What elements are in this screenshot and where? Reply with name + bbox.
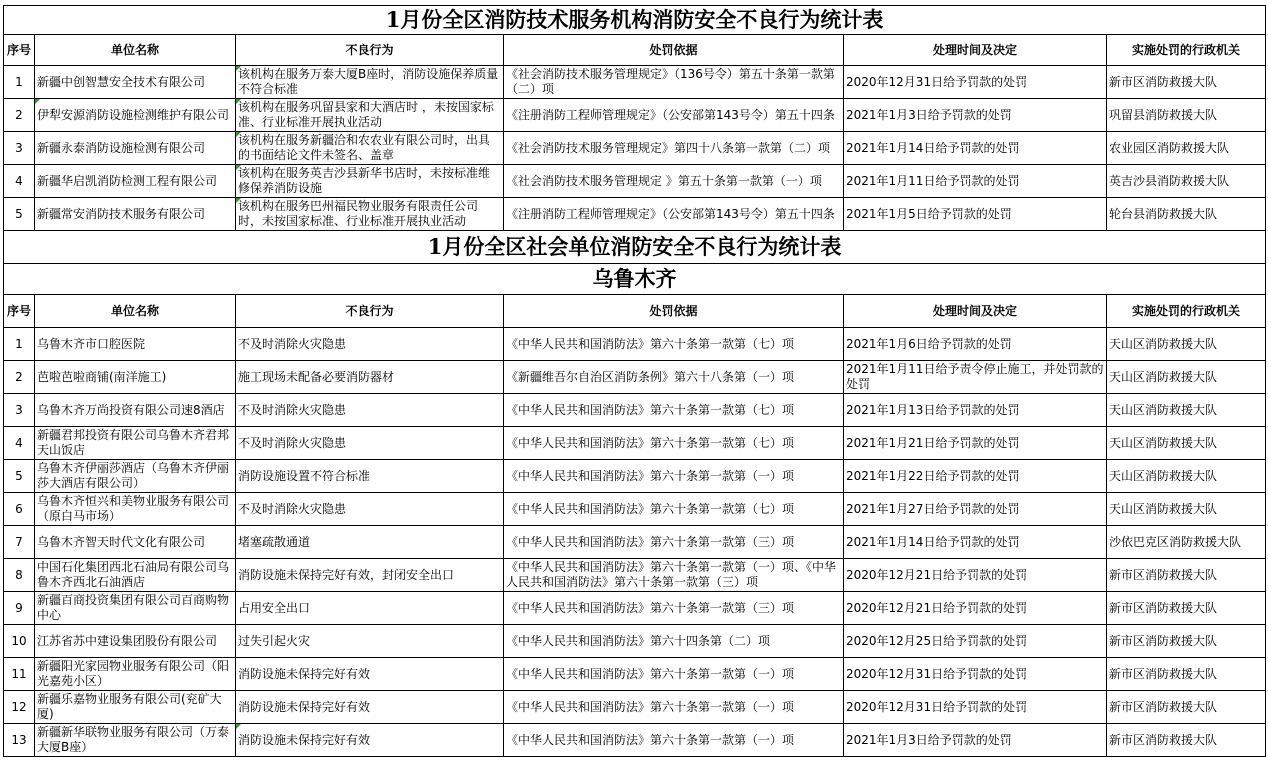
header-unit: 单位名称 (35, 295, 236, 328)
cell-agency: 轮台县消防救援大队 (1107, 198, 1266, 231)
cell-unit: 乌鲁木齐智天时代文化有限公司 (35, 526, 236, 559)
header-agency: 实施处罚的行政机关 (1107, 35, 1266, 66)
table-row (4, 658, 1266, 691)
cell-unit: 新疆君邦投资有限公司乌鲁木齐君邦天山饭店 (35, 427, 236, 460)
cell-decision: 2020年12月31日给予罚款的处罚 (844, 691, 1107, 724)
header-decision: 处理时间及决定 (844, 35, 1107, 66)
cell-seq: 3 (4, 132, 35, 165)
cell-decision: 2020年12月25日给予罚款的处罚 (844, 625, 1107, 658)
cell-agency: 天山区消防救援大队 (1107, 328, 1266, 361)
cell-seq: 13 (4, 724, 35, 757)
cell-unit: 乌鲁木齐恒兴和美物业服务有限公司（原白马市场） (35, 493, 236, 526)
table-row (4, 427, 1266, 460)
cell-behavior: 堵塞疏散通道 (236, 526, 504, 559)
cell-decision: 2020年12月21日给予罚款的处罚 (844, 592, 1107, 625)
cell-decision: 2020年12月31日给予罚款的处罚 (844, 658, 1107, 691)
cell-agency: 英吉沙县消防救援大队 (1107, 165, 1266, 198)
cell-unit: 伊犁安源消防设施检测维护有限公司 (35, 99, 236, 132)
cell-decision: 2021年1月27日给予罚款的处罚 (844, 493, 1107, 526)
cell-unit: 新疆百商投资集团有限公司百商购物中心 (35, 592, 236, 625)
cell-basis: 《中华人民共和国消防法》第六十条第一款第（七）项 (504, 493, 844, 526)
penalty-table (3, 5, 1266, 757)
table-row (4, 460, 1266, 493)
cell-decision: 2020年12月31日给予罚款的处罚 (844, 66, 1107, 99)
cell-seq: 1 (4, 66, 35, 99)
section2-title-row (4, 231, 1266, 264)
cell-decision: 2021年1月14日给予罚款的处罚 (844, 526, 1107, 559)
cell-basis: 《中华人民共和国消防法》第六十条第一款第（一）项、《中华人民共和国消防法》第六十条第一款第（三）项 (504, 559, 844, 592)
header-behavior: 不良行为 (236, 35, 504, 66)
cell-unit: 新疆阳光家园物业服务有限公司（阳光嘉苑小区） (35, 658, 236, 691)
cell-decision: 2021年1月5日给予罚款的处罚 (844, 198, 1107, 231)
cell-behavior: 消防设施未保持完好有效 (236, 724, 504, 757)
cell-decision: 2021年1月3日给予罚款的处罚 (844, 99, 1107, 132)
cell-seq: 5 (4, 460, 35, 493)
cell-agency: 新市区消防救援大队 (1107, 66, 1266, 99)
cell-seq: 1 (4, 328, 35, 361)
cell-agency: 巩留县消防救援大队 (1107, 99, 1266, 132)
cell-basis: 《中华人民共和国消防法》第六十四条第（二）项 (504, 625, 844, 658)
cell-agency: 新市区消防救援大队 (1107, 559, 1266, 592)
table-row (4, 394, 1266, 427)
cell-unit: 新疆华启凯消防检测工程有限公司 (35, 165, 236, 198)
cell-agency: 农业园区消防救援大队 (1107, 132, 1266, 165)
section2-title: 1月份全区社会单位消防安全不良行为统计表 (4, 231, 1266, 264)
cell-seq: 5 (4, 198, 35, 231)
cell-seq: 2 (4, 361, 35, 394)
cell-basis: 《中华人民共和国消防法》第六十条第一款第（一）项 (504, 724, 844, 757)
cell-decision: 2021年1月22日给予罚款的处罚 (844, 460, 1107, 493)
cell-basis: 《注册消防工程师管理规定》（公安部第143号令）第五十四条 (504, 198, 844, 231)
cell-behavior: 施工现场未配备必要消防器材 (236, 361, 504, 394)
table-row (4, 691, 1266, 724)
cell-decision: 2021年1月21日给予罚款的处罚 (844, 427, 1107, 460)
cell-behavior: 占用安全出口 (236, 592, 504, 625)
cell-agency: 天山区消防救援大队 (1107, 394, 1266, 427)
cell-behavior: 该机构在服务新疆洽和农农业有限公司时，出具的书面结论文件未签名、盖章 (236, 132, 504, 165)
cell-behavior: 该机构在服务万泰大厦B座时，消防设施保养质量不符合标准 (236, 66, 504, 99)
cell-unit: 新疆中创智慧安全技术有限公司 (35, 66, 236, 99)
cell-behavior: 该机构在服务巴州福民物业服务有限责任公司时，未按国家标准、行业标准开展执业活动 (236, 198, 504, 231)
table-row (4, 99, 1266, 132)
cell-basis: 《社会消防技术服务管理规定》第四十八条第一款第（二）项 (504, 132, 844, 165)
cell-unit: 乌鲁木齐市口腔医院 (35, 328, 236, 361)
cell-behavior: 该机构在服务巩留县家和大酒店时 ，未按国家标准、行业标准开展执业活动 (236, 99, 504, 132)
cell-agency: 天山区消防救援大队 (1107, 361, 1266, 394)
cell-unit: 乌鲁木齐万尚投资有限公司速8酒店 (35, 394, 236, 427)
table-row (4, 198, 1266, 231)
cell-basis: 《中华人民共和国消防法》第六十条第一款第（七）项 (504, 328, 844, 361)
cell-basis: 《中华人民共和国消防法》第六十条第一款第（一）项 (504, 460, 844, 493)
cell-basis: 《中华人民共和国消防法》第六十条第一款第（一）项 (504, 691, 844, 724)
cell-agency: 新市区消防救援大队 (1107, 592, 1266, 625)
header-row (4, 295, 1266, 328)
cell-agency: 沙依巴克区消防救援大队 (1107, 526, 1266, 559)
cell-unit: 新疆新华联物业服务有限公司（万泰大厦B座） (35, 724, 236, 757)
cell-agency: 新市区消防救援大队 (1107, 625, 1266, 658)
cell-decision: 2021年1月6日给予罚款的处罚 (844, 328, 1107, 361)
table-row (4, 165, 1266, 198)
cell-seq: 4 (4, 165, 35, 198)
cell-basis: 《社会消防技术服务管理规定》（136号令）第五十条第一款第（二）项 (504, 66, 844, 99)
cell-seq: 4 (4, 427, 35, 460)
cell-basis: 《注册消防工程师管理规定》（公安部第143号令）第五十四条 (504, 99, 844, 132)
cell-basis: 《中华人民共和国消防法》第六十条第一款第（三）项 (504, 526, 844, 559)
cell-agency: 天山区消防救援大队 (1107, 427, 1266, 460)
header-unit: 单位名称 (35, 35, 236, 66)
cell-basis: 《中华人民共和国消防法》第六十条第一款第（一）项 (504, 658, 844, 691)
header-decision: 处理时间及决定 (844, 295, 1107, 328)
section1-title-row (4, 6, 1266, 35)
cell-seq: 2 (4, 99, 35, 132)
cell-unit: 乌鲁木齐伊丽莎酒店（乌鲁木齐伊丽莎大酒店有限公司） (35, 460, 236, 493)
header-row (4, 35, 1266, 66)
table-row (4, 592, 1266, 625)
cell-behavior: 消防设施未保持完好有效 (236, 691, 504, 724)
table-row (4, 361, 1266, 394)
cell-decision: 2021年1月3日给予罚款的处罚 (844, 724, 1107, 757)
header-behavior: 不良行为 (236, 295, 504, 328)
cell-unit: 中国石化集团西北石油局有限公司乌鲁木齐西北石油酒店 (35, 559, 236, 592)
cell-decision: 2020年12月21日给予罚款的处罚 (844, 559, 1107, 592)
section1-title: 1月份全区消防技术服务机构消防安全不良行为统计表 (4, 6, 1266, 35)
cell-behavior: 不及时消除火灾隐患 (236, 493, 504, 526)
cell-basis: 《中华人民共和国消防法》第六十条第一款第（七）项 (504, 427, 844, 460)
cell-unit: 新疆永泰消防设施检测有限公司 (35, 132, 236, 165)
table-row (4, 493, 1266, 526)
table-row (4, 132, 1266, 165)
cell-seq: 10 (4, 625, 35, 658)
cell-behavior: 不及时消除火灾隐患 (236, 427, 504, 460)
table-row (4, 328, 1266, 361)
table-row (4, 526, 1266, 559)
section2-region-row (4, 264, 1266, 295)
cell-behavior: 消防设施未保持完好有效，封闭安全出口 (236, 559, 504, 592)
header-basis: 处罚依据 (504, 295, 844, 328)
table-row (4, 559, 1266, 592)
cell-decision: 2021年1月11日给予责令停止施工，并处罚款的处罚 (844, 361, 1107, 394)
cell-agency: 新市区消防救援大队 (1107, 691, 1266, 724)
cell-basis: 《社会消防技术服务管理规定 》第五十条第一款第（一）项 (504, 165, 844, 198)
header-basis: 处罚依据 (504, 35, 844, 66)
cell-seq: 9 (4, 592, 35, 625)
cell-unit: 新疆乐嘉物业服务有限公司(兖矿大厦) (35, 691, 236, 724)
cell-seq: 3 (4, 394, 35, 427)
cell-agency: 新市区消防救援大队 (1107, 658, 1266, 691)
cell-seq: 6 (4, 493, 35, 526)
cell-agency: 天山区消防救援大队 (1107, 493, 1266, 526)
cell-basis: 《中华人民共和国消防法》第六十条第一款第（三）项 (504, 592, 844, 625)
header-seq: 序号 (4, 35, 35, 66)
table-body (4, 6, 1266, 757)
cell-behavior: 不及时消除火灾隐患 (236, 328, 504, 361)
table-row (4, 724, 1266, 757)
cell-behavior: 消防设施设置不符合标准 (236, 460, 504, 493)
spreadsheet (3, 5, 1265, 757)
cell-behavior: 过失引起火灾 (236, 625, 504, 658)
section2-region: 乌鲁木齐 (4, 264, 1266, 295)
table-row (4, 625, 1266, 658)
cell-basis: 《新疆维吾尔自治区消防条例》第六十八条第（一）项 (504, 361, 844, 394)
cell-behavior: 消防设施未保持完好有效 (236, 658, 504, 691)
cell-agency: 天山区消防救援大队 (1107, 460, 1266, 493)
cell-decision: 2021年1月11日给予罚款的处罚 (844, 165, 1107, 198)
cell-seq: 11 (4, 658, 35, 691)
cell-seq: 8 (4, 559, 35, 592)
cell-behavior: 不及时消除火灾隐患 (236, 394, 504, 427)
cell-basis: 《中华人民共和国消防法》第六十条第一款第（七）项 (504, 394, 844, 427)
header-seq: 序号 (4, 295, 35, 328)
cell-decision: 2021年1月14日给予罚款的处罚 (844, 132, 1107, 165)
header-agency: 实施处罚的行政机关 (1107, 295, 1266, 328)
cell-unit: 江苏省苏中建设集团股份有限公司 (35, 625, 236, 658)
cell-behavior: 该机构在服务英吉沙县新华书店时，未按标准维修保养消防设施 (236, 165, 504, 198)
cell-agency: 新市区消防救援大队 (1107, 724, 1266, 757)
cell-unit: 新疆常安消防技术服务有限公司 (35, 198, 236, 231)
cell-seq: 12 (4, 691, 35, 724)
table-row (4, 66, 1266, 99)
cell-unit: 芭啦芭啦商铺(南洋施工) (35, 361, 236, 394)
cell-seq: 7 (4, 526, 35, 559)
cell-decision: 2021年1月13日给予罚款的处罚 (844, 394, 1107, 427)
